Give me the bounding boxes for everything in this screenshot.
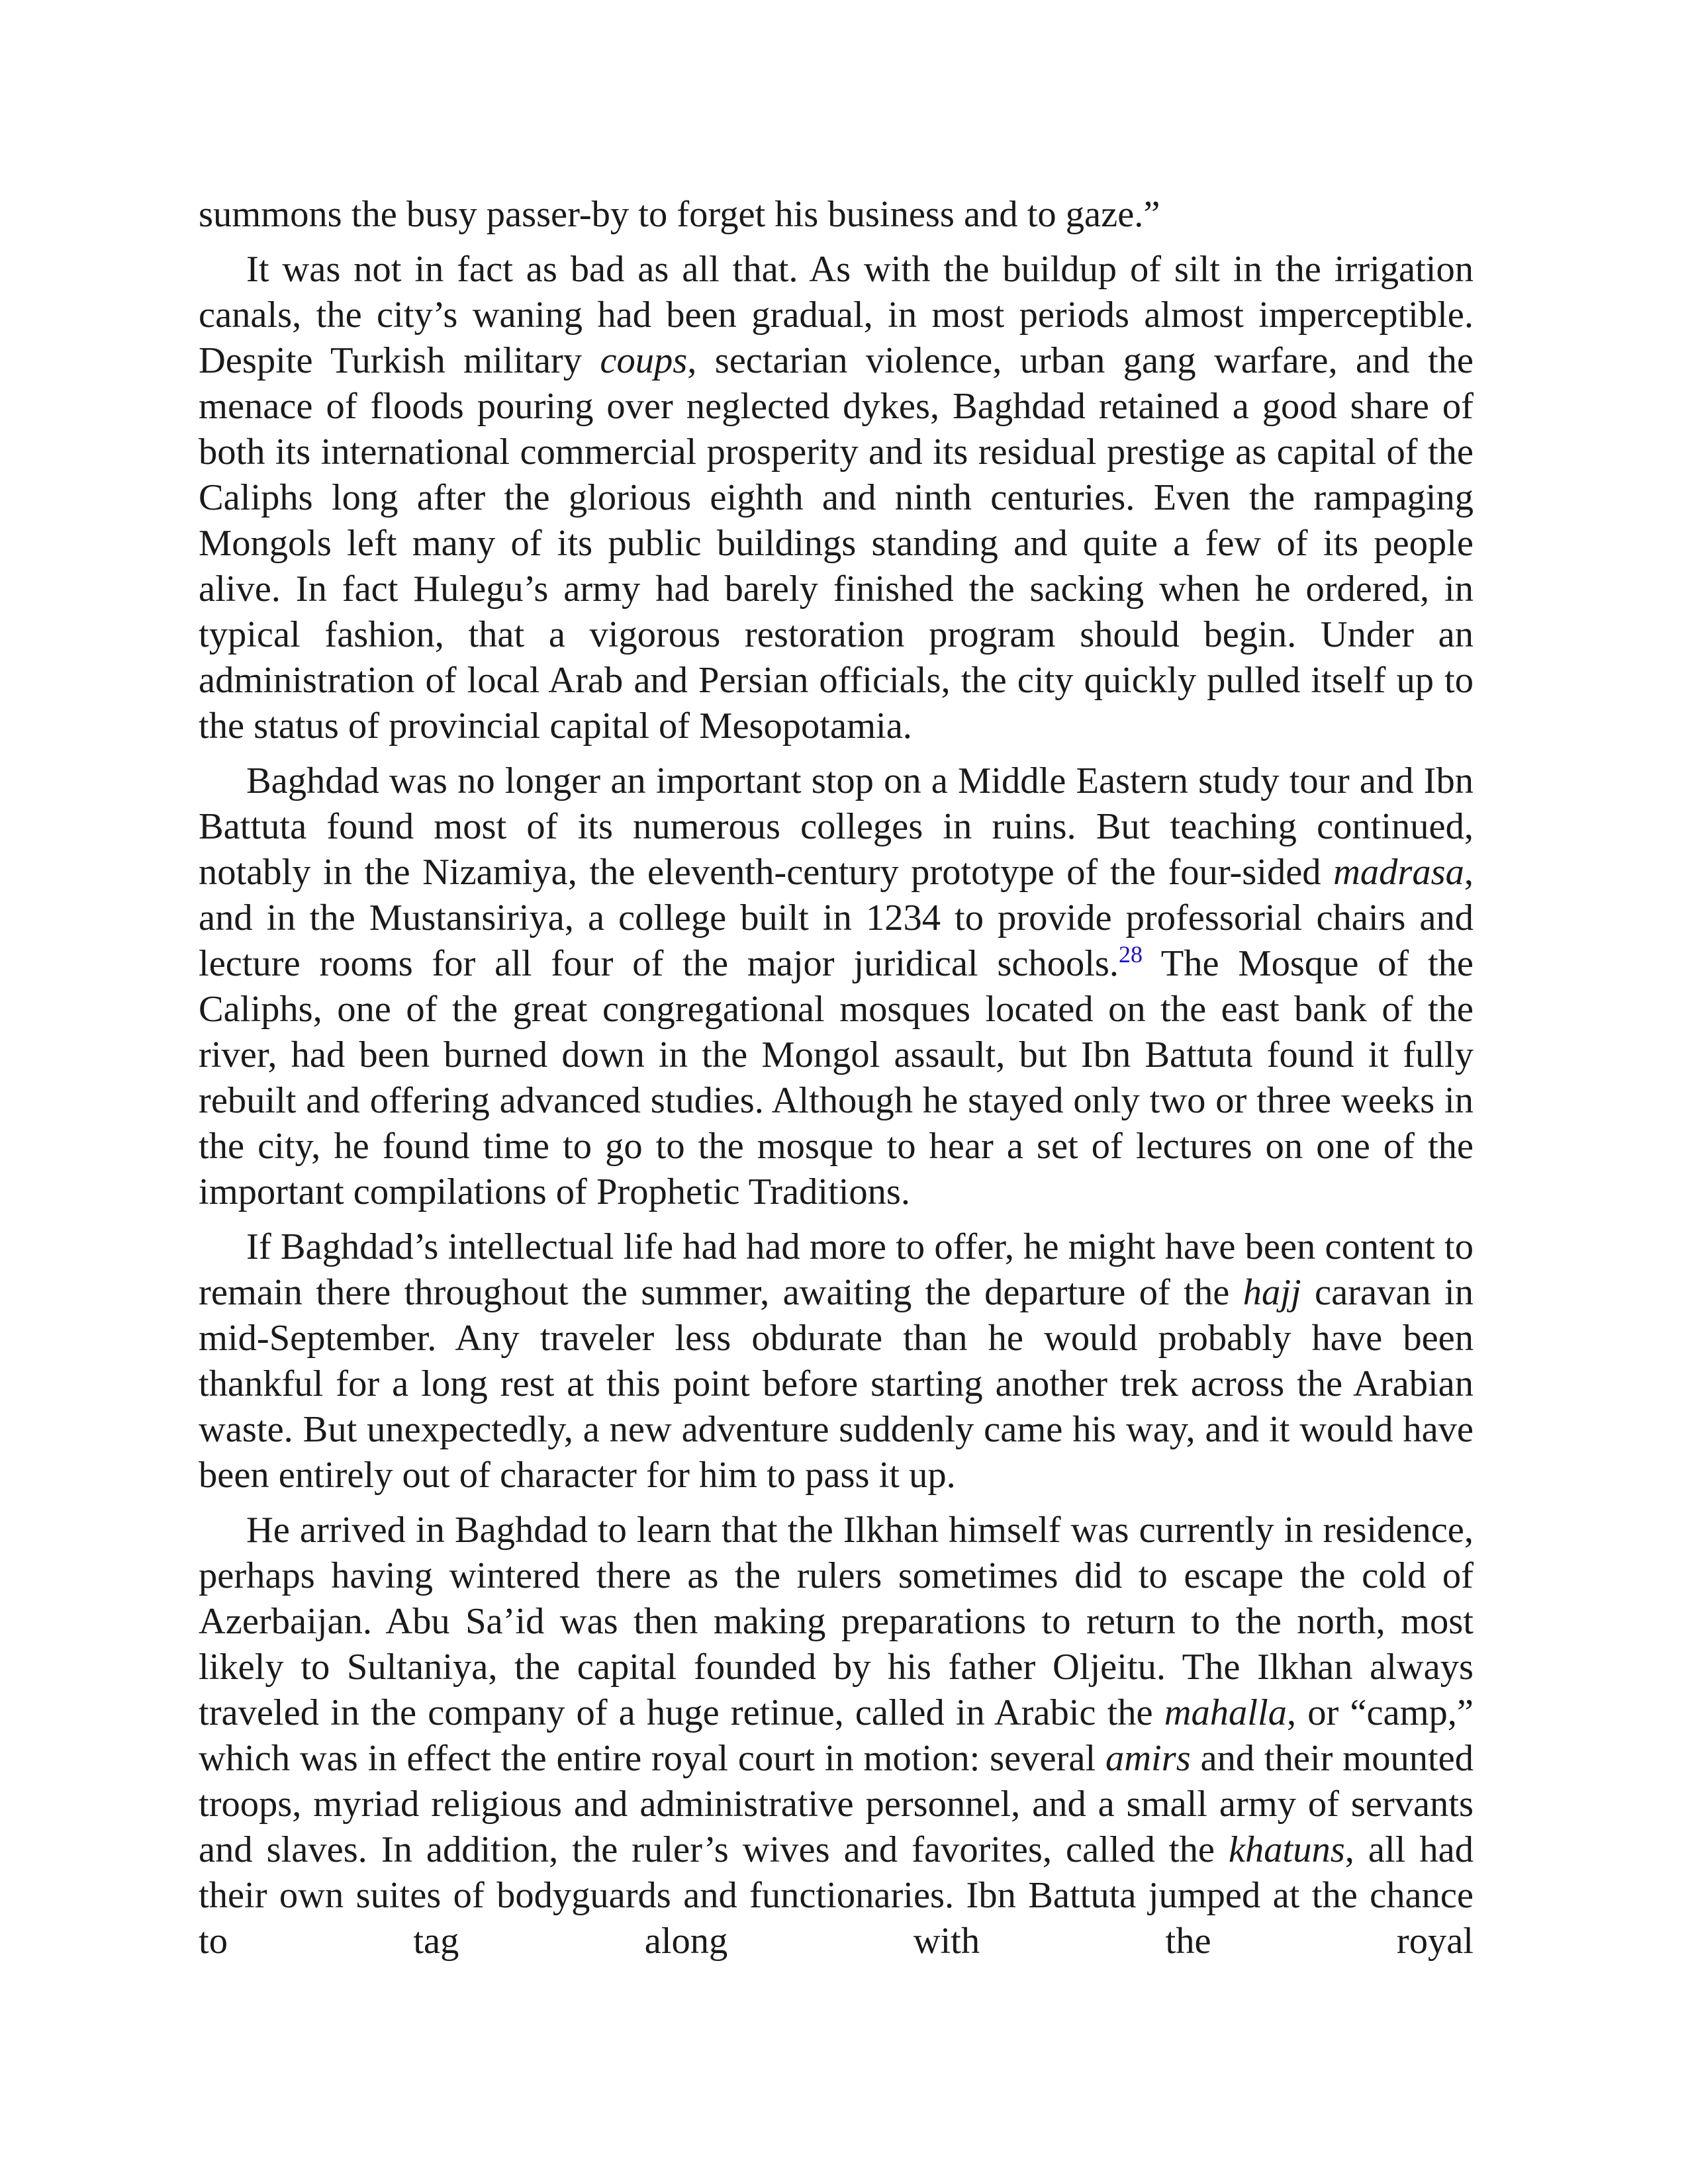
text-run: caravan in mid-September. Any traveler less obdurate than he would probably have been thankful for a long rest at this point before starting another trek across the Arabian waste. But unexpectedly, a new adventure suddenly came his way, and it would have been entirely out of character for him to pass it up. [199,1272,1474,1496]
italic-term: coups [600,340,688,381]
italic-term: mahalla [1164,1692,1287,1733]
paragraph-3 [199,1224,1474,1498]
text-run: , or “camp,” which was in effect the entire royal court in motion: several [199,1692,1474,1779]
text-run: He arrived in Baghdad to learn that the Ilkhan himself was currently in residence, perhaps having wintered there as the rulers sometimes did to escape the cold of Azerbaijan. Abu Sa’id was then making preparations to return to the north, most likely to Sultaniya, the capital founded by his father Oljeitu. The Ilkhan always traveled in the company of a huge retinue, called in Arabic the [199,1510,1474,1733]
italic-term: khatuns [1228,1829,1345,1870]
paragraph-0 [199,192,1474,238]
italic-term: madrasa [1333,852,1464,893]
italic-term: amirs [1105,1738,1191,1779]
paragraph-4 [199,1508,1474,1964]
text-run: , sectarian violence, urban gang warfare, and the menace of floods pouring over neglected dykes, Baghdad retained a good share of both its international commercial prosperity and its residual prestige as capital of the Caliphs long after the glorious eighth and ninth centuries. Even the rampaging Mongols left many of its public buildings standing and quite a few of its people alive. In fact Hulegu’s army had barely finished the sacking when he ordered, in typical fashion, that a vigorous restoration program should begin. Under an administration of local Arab and Persian officials, the city quickly pulled itself up to the status of provincial capital of Mesopotamia. [199,340,1474,747]
text-run: Baghdad was no longer an important stop on a Middle Eastern study tour and Ibn Battuta found most of its numerous colleges in ruins. But teaching continued, notably in the Nizamiya, the eleventh-century prototype of the four-sided [199,760,1474,893]
text-run: , and in the Mustansiriya, a college built in 1234 to provide professorial chairs and lecture rooms for all four of the major juridical schools. [199,852,1474,984]
text-run: , all had their own suites of bodyguards and functionaries. Ibn Battuta jumped at the chance to tag along with the royal [199,1829,1474,1962]
footnote-ref-28[interactable]: 28 [1119,941,1143,968]
italic-term: hajj [1243,1272,1301,1313]
text-run: summons the busy passer-by to forget his business and to gaze.” [199,194,1160,235]
text-run: If Baghdad’s intellectual life had had more to offer, he might have been content to remain there throughout the summer, awaiting the departure of the [199,1226,1474,1313]
text-run: and their mounted troops, myriad religious and administrative personnel, and a small army of servants and slaves. In addition, the ruler’s wives and favorites, called the [199,1738,1474,1870]
text-run: The Mosque of the Caliphs, one of the great congregational mosques located on the east bank of the river, had been burned down in the Mongol assault, but Ibn Battuta found it fully rebuilt and offering advanced studies. Although he stayed only two or three weeks in the city, he found time to go to the mosque to hear a set of lectures on one of the important compilations of Prophetic Traditions. [199,943,1474,1212]
text-run: It was not in fact as bad as all that. As with the buildup of silt in the irrigation canals, the city’s waning had been gradual, in most periods almost imperceptible. Despite Turkish military [199,249,1474,381]
paragraph-2 [199,758,1474,1215]
page-text [199,192,1474,1974]
paragraph-1 [199,247,1474,749]
